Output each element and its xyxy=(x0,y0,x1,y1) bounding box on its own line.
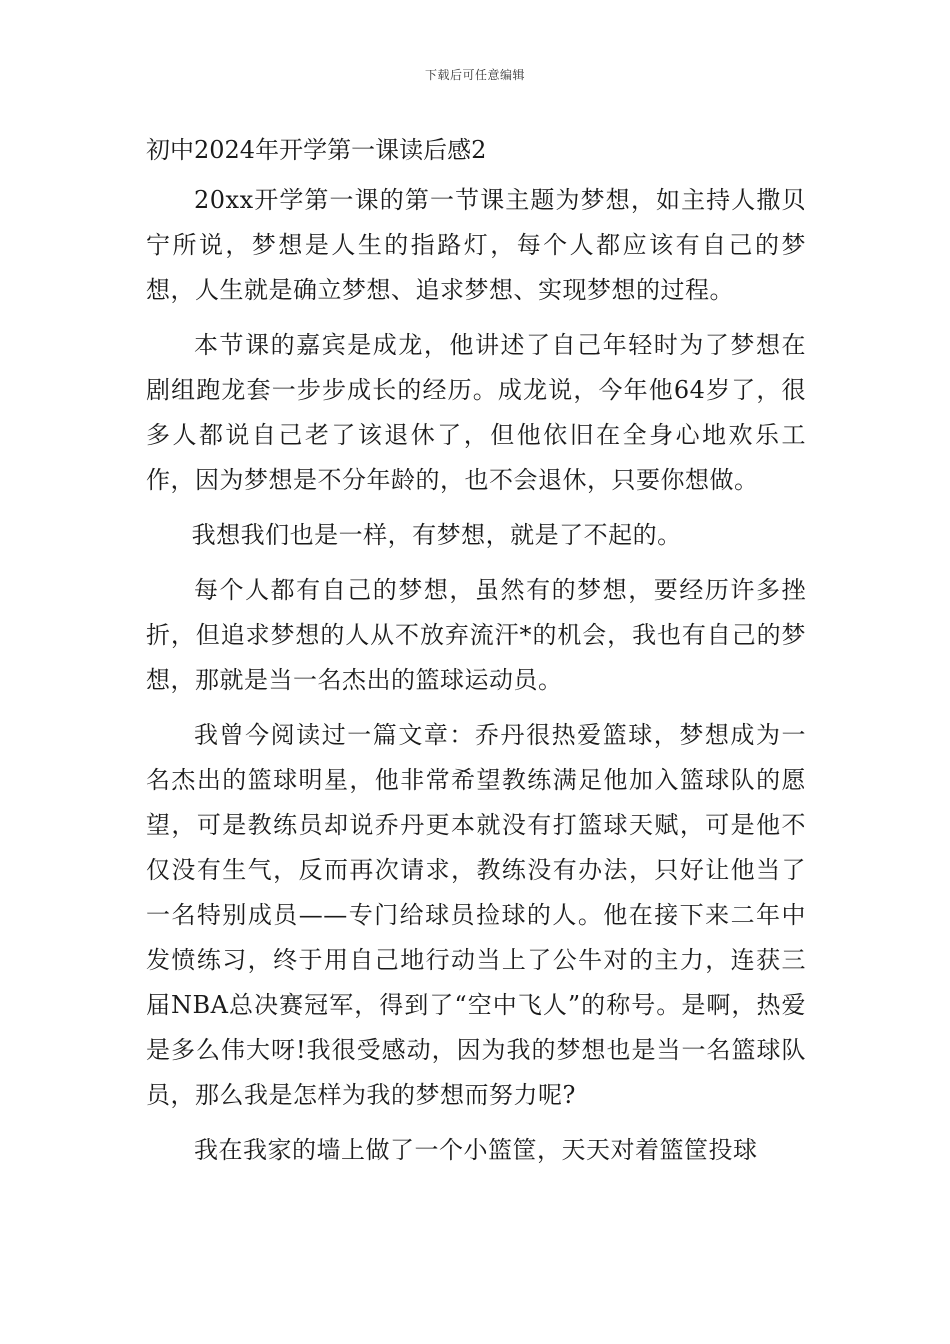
document-title: 初中2024年开学第一课读后感2 xyxy=(146,136,487,164)
paragraph-3: 我想我们也是一样，有梦想，就是了不起的。 xyxy=(191,521,682,549)
paragraph-5: 我曾今阅读过一篇文章：乔丹很热爱篮球，梦想成为一名杰出的篮球明星，他非常希望教练满足他加入篮球队的愿望，可是教练员却说乔丹更本就没有打篮球天赋，可是他不仅没有生气，反而再次请求，教练没有办法，只好让他当了一名特别成员——专门给球员捡球的人。他在接下来二年中发愤练习，终于用自己地行动当上了公牛对的主力，连获三届NBA总决赛冠军，得到了“空中飞人”的称号。是啊，热爱是多么伟大呀!我很受感动，因为我的梦想也是当一名篮球队员，那么我是怎样为我的梦想而努力呢? xyxy=(146,721,806,1109)
document-body xyxy=(146,178,806,1183)
paragraph-1: 20xx开学第一课的第一节课主题为梦想，如主持人撒贝宁所说，梦想是人生的指路灯，每个人都应该有自己的梦想，人生就是确立梦想、追求梦想、实现梦想的过程。 xyxy=(146,186,806,304)
paragraph-4: 每个人都有自己的梦想，虽然有的梦想，要经历许多挫折，但追求梦想的人从不放弃流汗*的机会，我也有自己的梦想，那就是当一名杰出的篮球运动员。 xyxy=(146,576,806,694)
page-header: 下载后可任意编辑 xyxy=(424,68,525,82)
paragraph-2: 本节课的嘉宾是成龙，他讲述了自己年轻时为了梦想在剧组跑龙套一步步成长的经历。成龙说，今年他64岁了，很多人都说自己老了该退休了，但他依旧在全身心地欢乐工作，因为梦想是不分年龄的，也不会退休，只要你想做。 xyxy=(146,331,806,494)
paragraph-6: 我在我家的墙上做了一个小篮筐，天天对着篮筐投球 xyxy=(194,1136,758,1164)
